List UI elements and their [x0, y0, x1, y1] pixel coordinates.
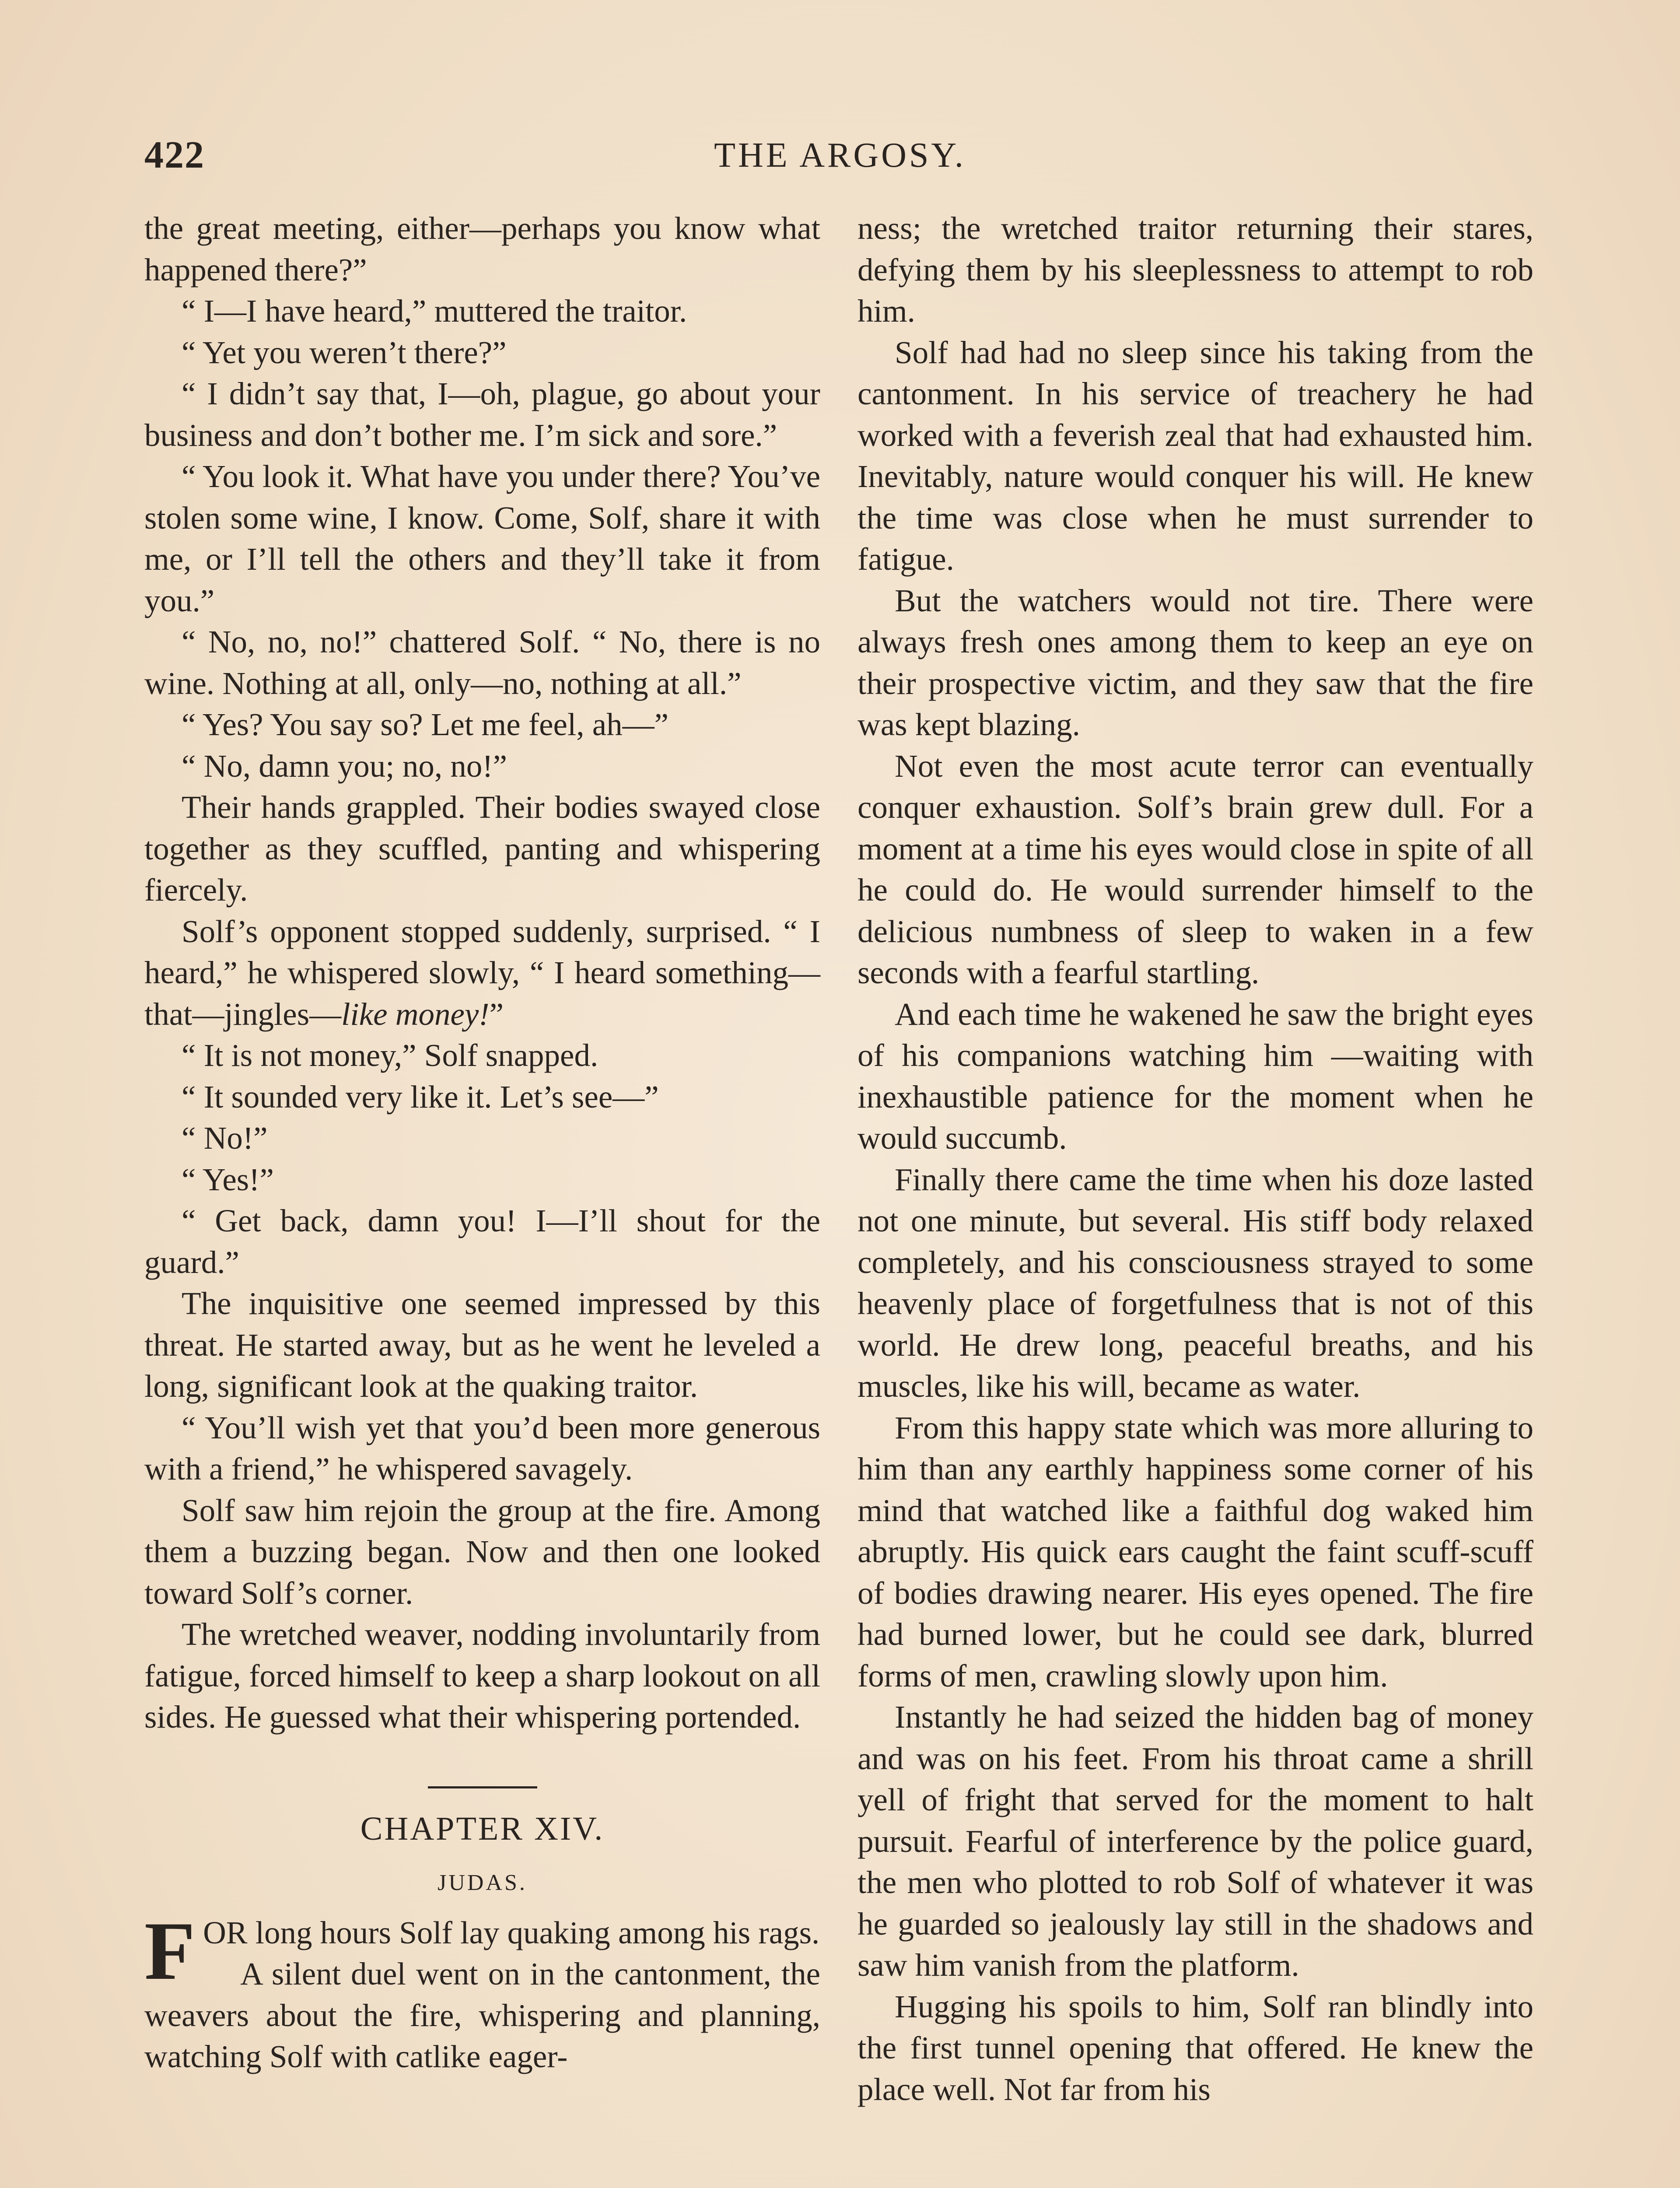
paragraph: “ No, no, no!” chattered Solf. “ No, there is no wine. Nothing at all, only—no, nothing at all.” — [144, 624, 820, 701]
paragraph: Solf saw him rejoin the group at the fire. Among them a buzzing began. Now and then one looked toward Solf’s corner. — [144, 1492, 820, 1611]
page-number: 422 — [144, 134, 205, 176]
paragraph: “ You look it. What have you under there? You’ve stolen some wine, I know. Come, Solf, share it with me, or I’ll tell the others and they’ll take it from you.” — [144, 459, 820, 618]
paragraph: “ No, damn you; no, no!” — [182, 748, 508, 784]
chapter-heading: CHAPTER XIV. — [360, 1810, 605, 1847]
paragraph: “ Yes!” — [182, 1161, 274, 1197]
page-header — [144, 127, 1536, 184]
paragraph: “ It sounded very like it. Let’s see—” — [182, 1079, 659, 1115]
paragraph: “ I—I have heard,” muttered the traitor. — [182, 293, 687, 329]
paragraph: “ Yet you weren’t there?” — [182, 334, 507, 370]
paragraph: “ It is not money,” Solf snapped. — [182, 1038, 598, 1073]
drop-cap: F — [144, 1905, 196, 1997]
chapter-subtitle: JUDAS. — [438, 1870, 527, 1895]
paragraph: “ I didn’t say that, I—oh, plague, go about your business and don’t bother me. I’m sick and sore.” — [144, 376, 820, 453]
paragraph: Their hands grappled. Their bodies swayed close together as they scuffled, panting and whispering fiercely. — [144, 789, 820, 908]
paragraph: “ Yes? You say so? Let me feel, ah—” — [182, 707, 669, 742]
paragraph-text: OR long hours Solf lay quaking among his rags. — [203, 1914, 820, 1950]
italic-text: like money! — [341, 996, 490, 1032]
paragraph: Hugging his spoils to him, Solf ran blindly into the first tunnel opening that offered. He knew the place well. Not far from his — [858, 1988, 1533, 2107]
left-column — [144, 208, 820, 2078]
section-divider — [428, 1786, 537, 1788]
paragraph: The inquisitive one seemed impressed by this threat. He started away, but as he went he leveled a long, significant look at the quaking traitor. — [144, 1286, 820, 1404]
paragraph: The wretched weaver, nodding involuntarily from fatigue, forced himself to keep a sharp lookout on all sides. He guessed what their whispering portended. — [144, 1616, 820, 1735]
paragraph — [144, 911, 820, 1035]
running-title: THE ARGOSY. — [714, 136, 966, 175]
paragraph: Not even the most acute terror can eventually conquer exhaustion. Solf’s brain grew dull. For a moment at a time his eyes would close in spite of all he could do. He would surrender himself to the delicious numbness of sleep to waken in a few seconds with a fearful startling. — [858, 748, 1533, 990]
paragraph: But the watchers would not tire. There were always fresh ones among them to keep an eye on their prospective victim, and they saw that the fire was kept blazing. — [858, 582, 1533, 742]
paragraph-dropcap — [144, 1905, 820, 1997]
paragraph: From this happy state which was more alluring to him than any earthly happiness some corner of his mind that watched like a faithful dog waked him abruptly. His quick ears caught the faint scuff-scuff of bodies drawing nearer. His eyes opened. The fire had burned lower, but he could see dark, blurred forms of men, crawling slowly upon him. — [858, 1410, 1533, 1694]
paragraph: “ No!” — [182, 1120, 268, 1156]
paragraph: And each time he wakened he saw the bright eyes of his companions watching him —waiting with inexhaustible patience for the moment when he would succumb. — [858, 996, 1533, 1156]
paragraph: “ You’ll wish yet that you’d been more generous with a friend,” he whispered savagely. — [144, 1410, 820, 1487]
paragraph: “ Get back, damn you! I—I’ll shout for the guard.” — [144, 1203, 820, 1280]
paragraph-text: Solf’s opponent stopped suddenly, surprised. “ I heard,” he whispered slowly, “ I heard something—that—jingles— — [144, 913, 820, 1032]
paragraph: ness; the wretched traitor returning their stares, defying them by his sleeplessness to attempt to rob him. — [858, 210, 1533, 329]
paragraph: A silent duel went on in the cantonment, the weavers about the fire, whispering and planning, watching Solf with catlike eager- — [144, 1956, 820, 2074]
right-column — [858, 208, 1533, 2110]
paragraph: Solf had had no sleep since his taking from the cantonment. In his service of treachery he had worked with a feverish zeal that had exhausted him. Inevitably, nature would conquer his will. He knew the time was close when he must surrender to fatigue. — [858, 334, 1533, 577]
paragraph: Instantly he had seized the hidden bag of money and was on his feet. From his throat came a shrill yell of fright that served for the moment to halt pursuit. Fearful of interference by the police guard, the men who plotted to rob Solf of whatever it was he guarded so jealously lay still in the shadows and saw him vanish from the platform. — [858, 1699, 1533, 1983]
closing-quote: ” — [489, 996, 504, 1032]
paragraph: Finally there came the time when his doze lasted not one minute, but several. His stiff body relaxed completely, and his consciousness strayed to some heavenly place of forgetfulness that is not of this world. He drew long, peaceful breaths, and his muscles, like his will, became as water. — [858, 1161, 1533, 1404]
paragraph: the great meeting, either—perhaps you know what happened there?” — [144, 210, 820, 288]
